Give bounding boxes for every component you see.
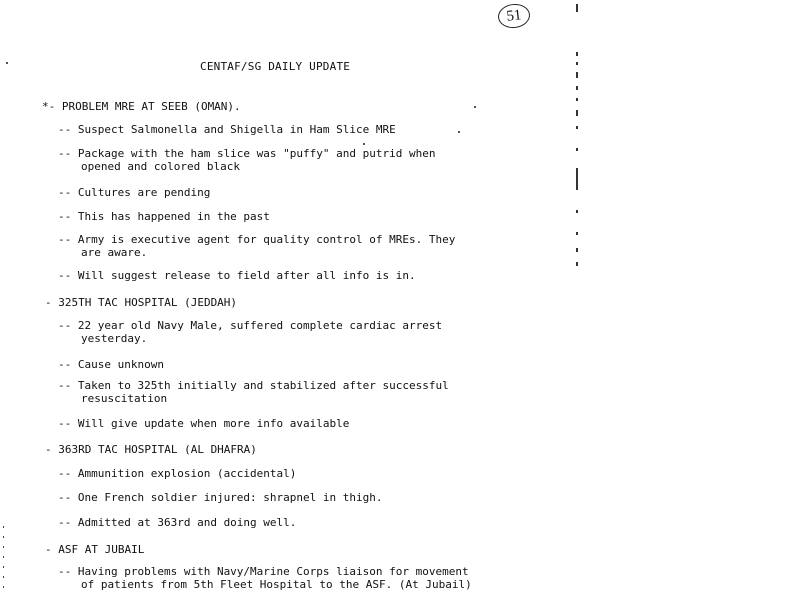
scan-speck <box>474 106 476 108</box>
scan-mark <box>576 110 578 116</box>
document-title: CENTAF/SG DAILY UPDATE <box>200 60 351 73</box>
scan-dot <box>3 586 4 588</box>
list-item-text: -- One French soldier injured: shrapnel in thigh. <box>58 491 383 504</box>
list-item-text: -- 22 year old Navy Male, suffered complete cardiac arrest <box>58 319 443 332</box>
scan-mark <box>576 168 578 190</box>
scan-speck <box>363 143 365 145</box>
list-item <box>58 358 164 371</box>
list-item-continuation: resuscitation <box>81 392 168 405</box>
scan-mark <box>576 52 578 56</box>
scan-mark <box>576 248 578 252</box>
list-item-text: -- Cultures are pending <box>58 186 211 199</box>
list-item-continuation: are aware. <box>81 246 148 259</box>
list-item-text: -- Taken to 325th initially and stabilized after successful <box>58 379 449 392</box>
list-item <box>58 417 349 430</box>
section-heading-asf-jubail: - ASF AT JUBAIL <box>45 543 145 556</box>
list-item-text: -- Will suggest release to field after all info is in. <box>58 269 416 282</box>
scan-speck <box>458 131 460 133</box>
list-item <box>58 147 436 173</box>
list-item <box>58 319 442 345</box>
list-item <box>58 186 210 199</box>
list-item <box>58 467 296 480</box>
scan-mark <box>576 98 578 101</box>
section-heading-363rd: - 363RD TAC HOSPITAL (AL DHAFRA) <box>45 443 257 456</box>
page-number-stamp: 51 <box>497 2 531 29</box>
scan-dot <box>3 546 4 548</box>
list-item-continuation: of patients from 5th Fleet Hospital to the ASF. (At Jubail) <box>81 578 472 591</box>
list-item-text: -- Army is executive agent for quality control of MREs. They <box>58 233 456 246</box>
scan-dot <box>3 556 4 558</box>
list-item-text: -- Admitted at 363rd and doing well. <box>58 516 297 529</box>
list-item <box>58 565 472 591</box>
list-item <box>58 516 296 529</box>
list-item <box>58 379 449 405</box>
scan-dot <box>3 526 4 528</box>
list-item-text: -- Cause unknown <box>58 358 164 371</box>
list-item-text: -- Ammunition explosion (accidental) <box>58 467 297 480</box>
list-item <box>58 269 416 282</box>
list-item-text: -- Will give update when more info available <box>58 417 350 430</box>
list-item <box>58 210 270 223</box>
list-item-continuation: opened and colored black <box>81 160 240 173</box>
scan-dot <box>3 536 4 538</box>
scan-dot <box>3 566 4 568</box>
scan-dot <box>3 576 4 578</box>
scan-mark <box>576 262 578 266</box>
list-item-text: -- Suspect Salmonella and Shigella in Ham Slice MRE <box>58 123 396 136</box>
scan-mark <box>576 126 578 129</box>
scan-speck <box>6 62 8 64</box>
scan-mark <box>576 86 578 90</box>
list-item-continuation: yesterday. <box>81 332 148 345</box>
scan-mark <box>576 4 578 12</box>
list-item <box>58 123 396 136</box>
scan-mark <box>576 232 578 235</box>
list-item-text: -- Package with the ham slice was "puffy" and putrid when <box>58 147 436 160</box>
scan-edge-marks <box>574 0 582 280</box>
scan-left-marks <box>2 520 6 600</box>
section-heading-mre-seeb: *- PROBLEM MRE AT SEEB (OMAN). <box>42 100 241 113</box>
scan-mark <box>576 72 578 78</box>
list-item <box>58 491 383 504</box>
list-item <box>58 233 455 259</box>
scan-mark <box>576 148 578 151</box>
list-item-text: -- Having problems with Navy/Marine Corps liaison for movement <box>58 565 469 578</box>
list-item-text: -- This has happened in the past <box>58 210 270 223</box>
scan-mark <box>576 62 578 65</box>
section-heading-325th: - 325TH TAC HOSPITAL (JEDDAH) <box>45 296 238 309</box>
scan-mark <box>576 210 578 213</box>
